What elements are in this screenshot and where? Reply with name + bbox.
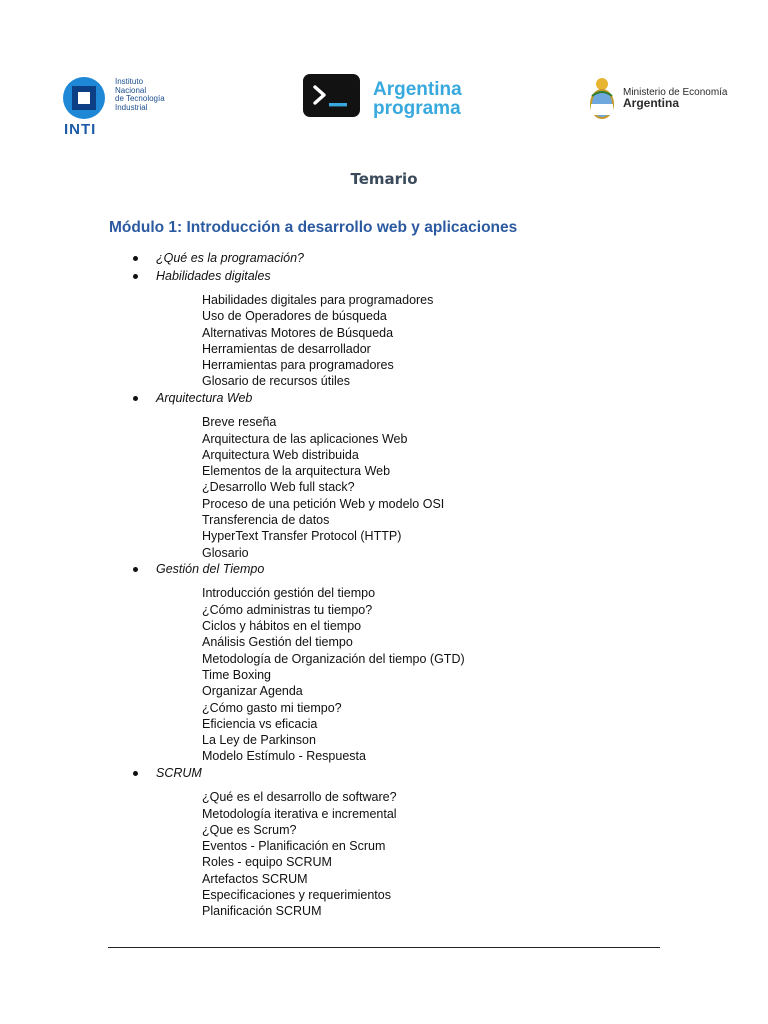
topic-item: Organizar Agenda [202, 684, 303, 699]
inti-institution-name [115, 78, 165, 112]
topic-item: Metodología iterativa e incremental [202, 806, 397, 821]
topic-item: Eficiencia vs eficacia [202, 716, 318, 731]
topic-item: Proceso de una petición Web y modelo OSI [202, 496, 445, 511]
topic-item: ¿Que es Scrum? [202, 822, 297, 837]
topic-item: ¿Desarrollo Web full stack? [202, 480, 355, 495]
module-title: Módulo 1: Introducción a desarrollo web y aplicaciones [109, 219, 518, 236]
topic-item: Time Boxing [202, 667, 272, 682]
section-item [0, 561, 768, 579]
argentina-coat-of-arms-icon [588, 76, 616, 122]
inti-logo-icon [62, 76, 106, 120]
inti-logo [62, 76, 182, 138]
inti-line-3: de Tecnología [115, 94, 165, 103]
ministerio-logo [588, 76, 728, 122]
topic-item: Metodología de Organización del tiempo (GTD) [202, 651, 465, 666]
section-label: Habilidades digitales [156, 268, 271, 283]
inti-line-4: Industrial [115, 102, 148, 112]
bullet-icon [133, 274, 138, 279]
topic-item: ¿Cómo gasto mi tiempo? [202, 700, 342, 715]
topic-list [0, 578, 768, 764]
topic-item: La Ley de Parkinson [202, 733, 316, 748]
topic-item: Herramientas para programadores [202, 358, 394, 373]
ap-line-2: programa [373, 98, 461, 119]
topic-item: Glosario de recursos útiles [202, 374, 350, 389]
topic-item: Arquitectura de las aplicaciones Web [202, 431, 408, 446]
section-label: ¿Qué es la programación? [156, 251, 304, 265]
section-item [0, 390, 768, 408]
section-label: Arquitectura Web [156, 390, 253, 405]
topic-item: Alternativas Motores de Búsqueda [202, 325, 394, 340]
topic-item: HyperText Transfer Protocol (HTTP) [202, 529, 402, 544]
topic-item: ¿Cómo administras tu tiempo? [202, 602, 373, 617]
bullet-icon [133, 771, 138, 776]
topic-item: Modelo Estímulo - Respuesta [202, 749, 366, 764]
footer-divider [108, 947, 660, 948]
bullet-icon [133, 256, 138, 261]
ministerio-line-2: Argentina [623, 96, 680, 110]
topic-item: Artefactos SCRUM [202, 871, 308, 886]
ministerio-name [623, 87, 728, 109]
topic-item: Planificación SCRUM [202, 904, 322, 919]
topic-list [0, 782, 768, 919]
topic-item: ¿Qué es el desarrollo de software? [202, 790, 397, 805]
topic-list [0, 407, 768, 561]
topic-item: Glosario [202, 545, 249, 560]
topic-item: Breve reseña [202, 415, 277, 430]
section-label: SCRUM [156, 765, 202, 780]
bullet-icon [133, 567, 138, 572]
inti-line-2: Nacional [115, 85, 147, 95]
argentina-programa-wordmark [373, 80, 462, 118]
section-item [0, 250, 768, 268]
topic-item: Habilidades digitales para programadores [202, 293, 434, 307]
topic-item: Transferencia de datos [202, 513, 330, 528]
topic-item: Herramientas de desarrollador [202, 341, 371, 356]
topic-item: Eventos - Planificación en Scrum [202, 839, 386, 854]
ministerio-line-1: Ministerio de Economía [623, 87, 728, 98]
section-label: Gestión del Tiempo [156, 561, 265, 576]
topic-item: Introducción gestión del tiempo [202, 586, 376, 601]
topic-list [0, 285, 768, 390]
bullet-icon [133, 396, 138, 401]
terminal-prompt-icon [303, 74, 360, 117]
topic-item: Uso de Operadores de búsqueda [202, 309, 387, 324]
inti-line-1: Instituto [115, 77, 144, 86]
syllabus-list [0, 250, 768, 920]
section-item [0, 268, 768, 286]
topic-item: Especificaciones y requerimientos [202, 888, 391, 902]
topic-item: Elementos de la arquitectura Web [202, 464, 391, 479]
section-item [0, 765, 768, 783]
topic-item: Análisis Gestión del tiempo [202, 635, 353, 650]
page-title: Temario [350, 170, 418, 188]
argentina-programa-logo [303, 74, 483, 120]
topic-item: Roles - equipo SCRUM [202, 855, 332, 870]
topic-item: Ciclos y hábitos en el tiempo [202, 619, 362, 634]
topic-item: Arquitectura Web distribuida [202, 447, 359, 462]
inti-wordmark: INTI [64, 121, 97, 138]
ap-line-1: Argentina [373, 79, 462, 100]
